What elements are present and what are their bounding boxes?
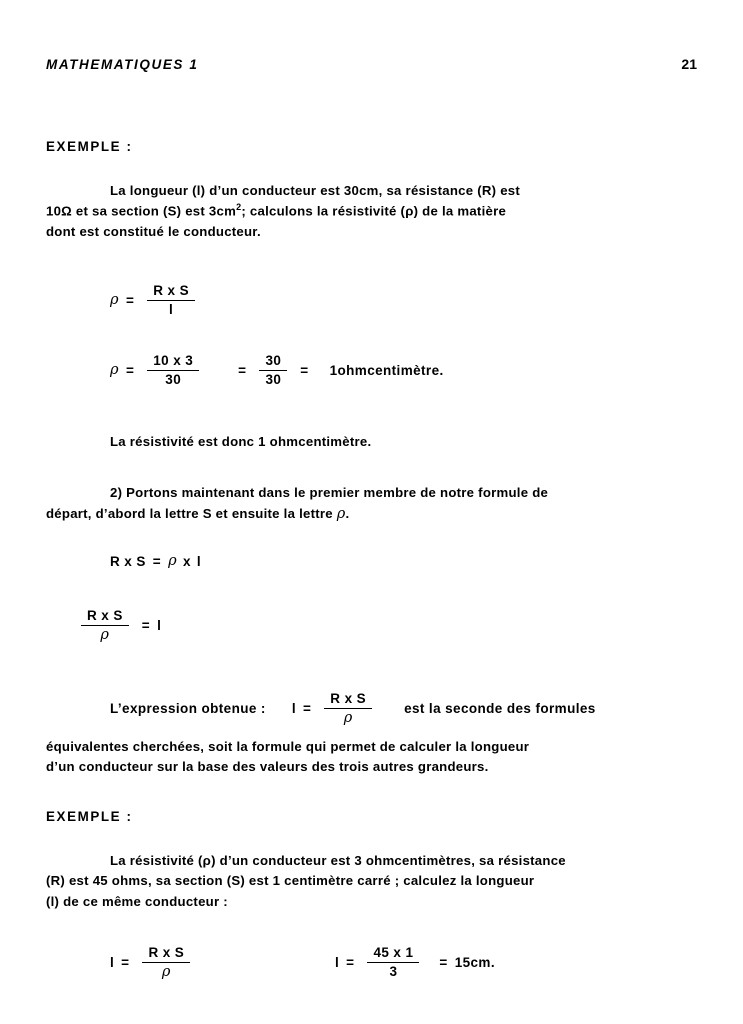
page-header-title: MATHEMATIQUES 1 [46,57,199,72]
formula-1-denominator: l [147,300,195,318]
formula-3-times: x [183,553,191,569]
formula-2-equals-1: = [125,362,135,378]
page-header [46,56,697,72]
formula-7-fraction [367,945,419,979]
formula-7-equals-1: = [346,954,355,970]
paragraph-4-rest [46,737,701,778]
formula-5-fraction [324,691,372,726]
paragraph-1-line-2b: ; calculons la résistivité (ρ) de la matière [241,203,507,219]
formula-1-equals: = [125,292,135,308]
example-label-2: EXEMPLE : [46,809,133,824]
formula-7-lhs: l [335,954,340,970]
paragraph-3-rho: ρ [336,506,346,523]
formula-1-fraction [147,283,195,317]
formula-6-numerator: R x S [148,945,185,960]
formula-2-fraction-1 [147,353,199,387]
paragraph-4-suffix: est la seconde des formules [404,701,596,717]
formula-2-equals-2: = [238,362,247,378]
formula-7-denominator: 3 [367,962,419,980]
formula-7-equals-2: = [439,954,448,970]
formula-3-equals: = [152,553,162,569]
formula-2-denominator-1: 30 [147,370,199,388]
formula-6-denominator: ρ [142,962,190,981]
formula-rs-over-rho-equals-l [75,608,161,643]
formula-2-numerator-1: 10 x 3 [153,353,194,368]
paragraph-1-line-2a: 10Ω et sa section (S) est 3cm [46,203,237,219]
formula-3-l: l [196,553,202,569]
formula-l-numeric [335,945,495,979]
formula-2-fraction-2 [259,353,287,387]
formula-6-equals: = [121,955,130,971]
formula-4-numerator: R x S [87,608,123,623]
formula-7-result: 15cm. [454,954,495,970]
paragraph-3-line-2-end: . [345,506,350,522]
formula-4-fraction [81,608,129,643]
formula-2-equals-3: = [300,362,309,378]
paragraph-1-line-1: La longueur (l) d’un conducteur est 30cm, sa résistance (R) est [110,183,521,198]
paragraph-5-line-1: La résistivité (ρ) d’un conducteur est 3 ohmcentimètres, sa résistance [110,853,566,868]
formula-l-equals-rs-over-rho [110,945,196,980]
formula-2-lhs: ρ [110,362,119,379]
formula-rho-numeric [110,353,444,387]
formula-4-rhs: l [157,618,162,634]
formula-3-left: R x S [110,553,146,569]
paragraph-1 [46,181,701,243]
exponent-two: 2 [236,202,242,213]
formula-5-equals: = [303,701,312,717]
paragraph-3-line-2: départ, d’abord la lettre S et ensuite la lettre [46,506,333,522]
formula-3-rho: ρ [168,553,177,569]
paragraph-2: La résistivité est donc 1 ohmcentimètre. [110,434,372,449]
paragraph-4-line-3: d’un conducteur sur la base des valeurs des trois autres grandeurs. [46,759,489,775]
formula-1-lhs: ρ [110,292,119,309]
paragraph-3 [46,483,701,526]
paragraph-4-line-2: équivalentes cherchées, soit la formule qui permet de calculer la longueur [46,739,530,754]
formula-4-denominator: ρ [81,625,129,644]
paragraph-4-prefix: L’expression obtenue : [110,701,266,717]
formula-6-fraction [142,945,190,980]
paragraph-5-line-2: (R) est 45 ohms, sa section (S) est 1 centimètre carré ; calculez la longueur [46,873,535,889]
formula-7-numerator: 45 x 1 [373,945,414,960]
formula-6-lhs: l [110,955,115,971]
paragraph-4-line-1 [110,691,596,726]
formula-2-numerator-2: 30 [265,353,282,368]
formula-rho-equals-rs-over-l [110,283,201,317]
formula-5-numerator: R x S [330,691,367,706]
formula-4-equals: = [141,618,151,634]
page-number: 21 [681,56,697,72]
formula-5-denominator: ρ [324,708,372,727]
formula-2-denominator-2: 30 [259,370,287,388]
formula-5-lhs: l [291,701,296,717]
paragraph-5-line-3: (l) de ce même conducteur : [46,893,228,909]
formula-rs-equals-rho-l [110,553,201,569]
example-label-1: EXEMPLE : [46,139,133,154]
paragraph-3-line-1: 2) Portons maintenant dans le premier membre de notre formule de [110,485,549,500]
formula-2-result: 1ohmcentimètre. [329,362,444,378]
formula-1-numerator: R x S [153,283,189,298]
paragraph-1-line-3: dont est constitué le conducteur. [46,224,261,240]
paragraph-5 [46,851,706,912]
